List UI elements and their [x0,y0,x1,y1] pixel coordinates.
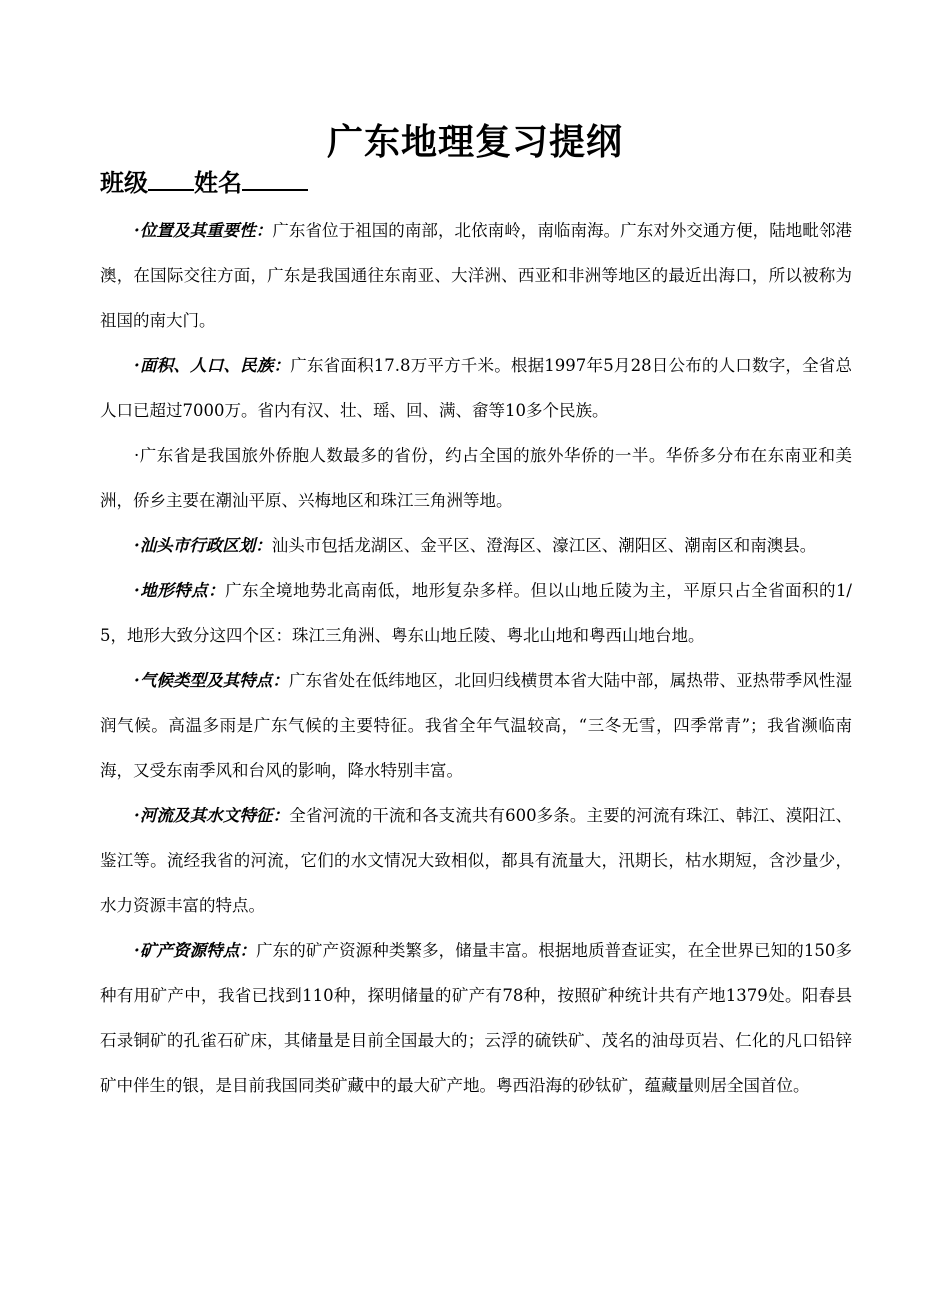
paragraph-overseas-chinese [100,433,852,523]
paragraph-heading: 面积、人口、民族： [139,356,291,375]
paragraph-heading: 河流及其水文特征： [139,806,290,825]
paragraph-terrain [100,568,852,658]
paragraph-heading: 地形特点： [139,581,226,600]
paragraph-text: 全省河流的干流和各支流共有600多条。主要的河流有珠江、韩江、漠阳江、鉴江等。流经我省的河流，它们的水文情况大致相似，都具有流量大，汛期长，枯水期短，含沙量少，水力资源丰富的特点。 [100,806,852,915]
paragraph-climate [100,658,852,793]
paragraph-bullet: · [134,536,140,555]
class-blank [148,167,194,191]
paragraph-location [100,208,852,343]
paragraph-text: 广东的矿产资源种类繁多，储量丰富。根据地质普查证实，在全世界已知的150多种有用矿产中，我省已找到110种，探明储量的矿产有78种，按照矿种统计共有产地1379处。阳春县石录铜矿的孔雀石矿床，其储量是目前全国最大的；云浮的硫铁矿、茂名的油母页岩、仁化的凡口铅锌矿中伴生的银，是目前我国同类矿藏中的最大矿产地。粤西沿海的砂钛矿，蕴藏量则居全国首位。 [100,941,852,1095]
name-label: 姓名 [194,168,242,197]
paragraph-area-population [100,343,852,433]
paragraph-text: 广东全境地势北高南低，地形复杂多样。但以山地丘陵为主，平原只占全省面积的1/5，地形大致分这四个区：珠江三角洲、粤东山地丘陵、粤北山地和粤西山地台地。 [100,581,852,645]
paragraph-bullet: · [134,221,140,240]
paragraph-bullet: · [134,446,140,465]
paragraph-text: 广东省是我国旅外侨胞人数最多的省份，约占全国的旅外华侨的一半。华侨多分布在东南亚和美洲，侨乡主要在潮汕平原、兴梅地区和珠江三角洲等地。 [100,446,852,510]
paragraph-bullet: · [134,356,140,375]
document-body [100,208,852,1108]
document-title: 广东地理复习提纲 [326,121,623,163]
paragraph-bullet: · [134,581,140,600]
name-blank [242,167,308,191]
class-name-line [100,166,308,200]
paragraph-minerals [100,928,852,1108]
paragraph-shantou-districts [100,523,852,568]
paragraph-heading: 气候类型及其特点： [139,671,289,690]
class-label: 班级 [100,168,148,197]
paragraph-bullet: · [134,806,140,825]
paragraph-bullet: · [134,941,140,960]
paragraph-text: 汕头市包括龙湖区、金平区、澄海区、濠江区、潮阳区、潮南区和南澳县。 [271,536,817,555]
paragraph-text: 广东省位于祖国的南部，北依南岭，南临南海。广东对外交通方便，陆地毗邻港澳，在国际交往方面，广东是我国通往东南亚、大洋洲、西亚和非洲等地区的最近出海口，所以被称为祖国的南大门。 [100,221,853,330]
paragraph-heading: 位置及其重要性： [139,221,273,240]
paragraph-rivers [100,793,852,928]
paragraph-text: 广东省面积17.8万平方千米。根据1997年5月28日公布的人口数字，全省总人口已超过7000万。省内有汉、壮、瑶、回、满、畲等10多个民族。 [100,356,853,420]
paragraph-heading: 汕头市行政区划： [139,536,272,555]
paragraph-bullet: · [134,671,140,690]
paragraph-heading: 矿产资源特点： [139,941,257,960]
paragraph-text: 广东省处在低纬地区，北回归线横贯本省大陆中部，属热带、亚热带季风性湿润气候。高温多雨是广东气候的主要特征。我省全年气温较高，“三冬无雪，四季常青”；我省濒临南海，又受东南季风和台风的影响，降水特别丰富。 [100,671,853,780]
